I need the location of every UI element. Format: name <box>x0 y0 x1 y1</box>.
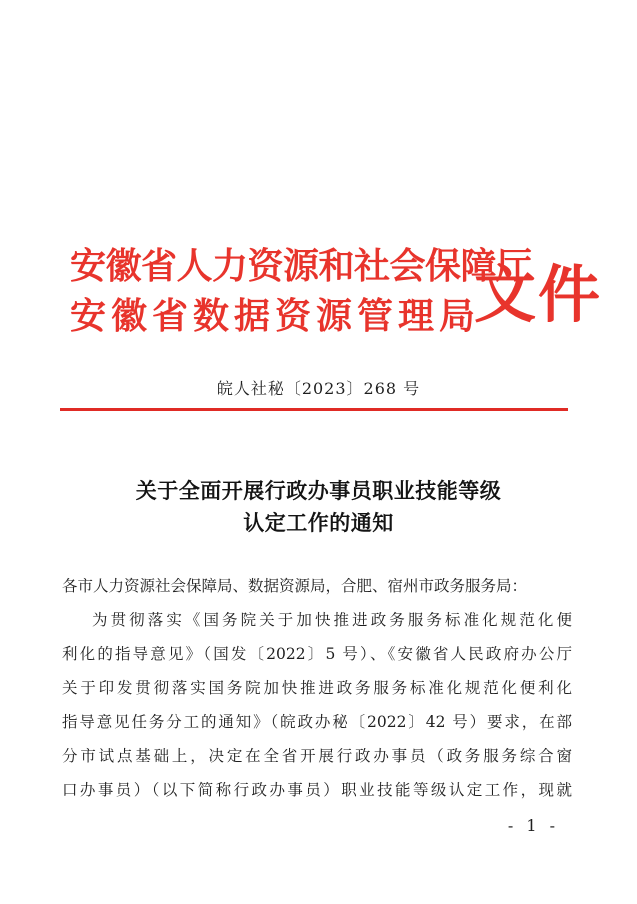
document-title-line-1: 关于全面开展行政办事员职业技能等级 <box>135 479 502 503</box>
issuer-name-hrss: 安徽省人力资源和社会保障厅 <box>70 246 532 287</box>
paragraph-line: 口办事员）（以下简称行政办事员）职业技能等级认定工作，现就 <box>62 781 572 799</box>
red-divider-line <box>60 408 568 411</box>
document-number: 皖人社秘〔2023〕268 号 <box>216 379 421 398</box>
page-number: - 1 - <box>507 816 559 835</box>
paragraph-line: 关于印发贯彻落实国务院加快推进政务服务标准化规范化便利化 <box>62 679 572 697</box>
paragraph-line: 指导意见任务分工的通知》（皖政办秘〔2022〕42 号）要求，在部 <box>62 713 572 731</box>
issuer-header <box>70 236 603 346</box>
paragraph-line: 利化的指导意见》（国发〔2022〕5 号）、《安徽省人民政府办公厅 <box>62 645 572 663</box>
document-type-label: 文件 <box>474 258 603 331</box>
paragraph-line: 为贯彻落实《国务院关于加快推进政务服务标准化规范化便 <box>92 611 572 629</box>
paragraph-line: 分市试点基础上，决定在全省开展行政办事员（政务服务综合窗 <box>62 747 572 765</box>
document-title-line-2: 认定工作的通知 <box>243 511 394 535</box>
issuer-name-data-bureau: 安徽省数据资源管理局 <box>70 296 481 337</box>
addressee: 各市人力资源社会保障局、数据资源局，合肥、宿州市政务服务局： <box>62 577 528 595</box>
